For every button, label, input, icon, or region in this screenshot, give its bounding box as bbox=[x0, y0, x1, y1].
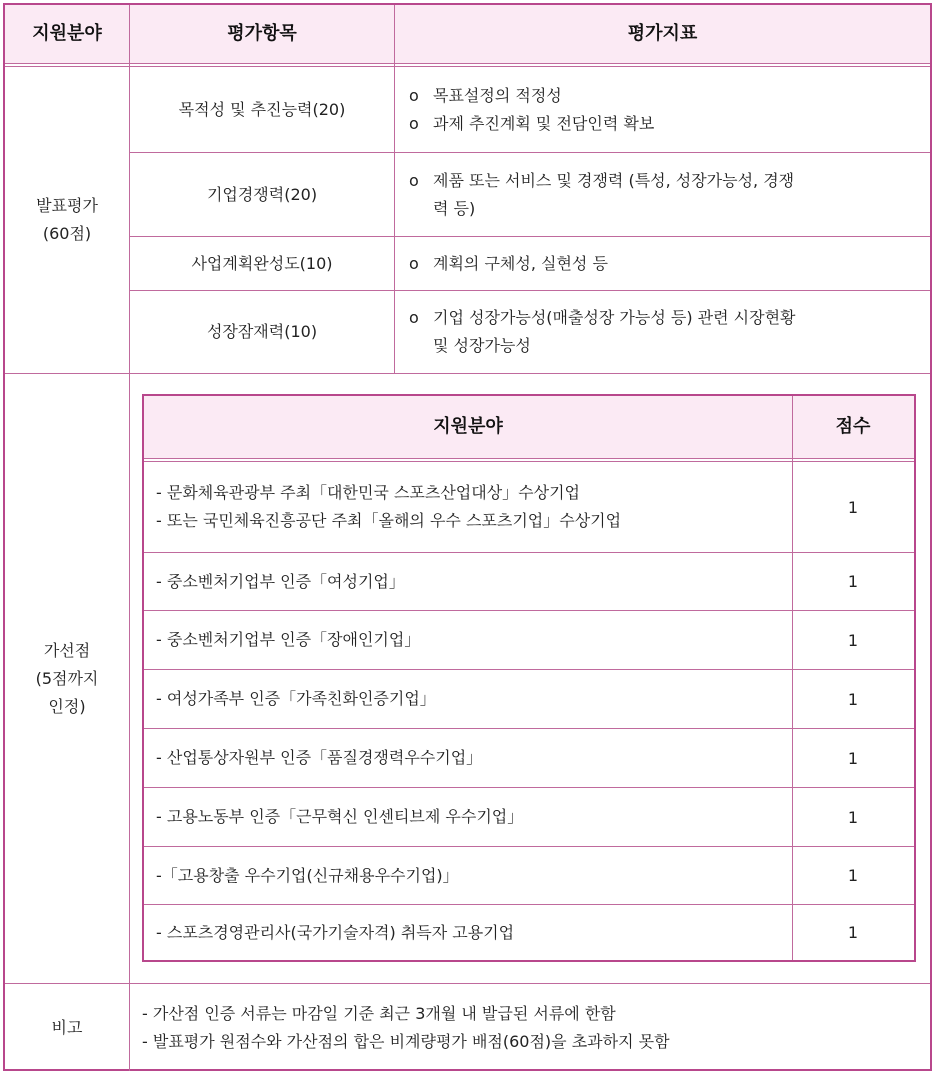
header-support-field-text: 지원분야 bbox=[32, 23, 102, 44]
indicator-text: 기업 성장가능성(매출성장 가능성 등) 관련 시장현황 bbox=[433, 308, 796, 327]
bonus-row-text: - 스포츠경영관리사(국가기술자격) 취득자 고용기업 bbox=[156, 922, 515, 942]
bonus-row-score bbox=[792, 729, 914, 787]
header-eval-indicator-text: 평가지표 bbox=[627, 23, 698, 44]
inner-header-field-text: 지원분야 bbox=[433, 416, 503, 437]
indicator-growth bbox=[395, 291, 930, 373]
eval-item-name: 사업계획완성도(10) bbox=[191, 253, 333, 273]
eval-item-name: 목적성 및 추진능력(20) bbox=[178, 99, 346, 119]
bonus-row-text: -「고용창출 우수기업(신규채용우수기업)」 bbox=[156, 865, 459, 885]
inner-header-score bbox=[792, 396, 914, 458]
bonus-row bbox=[144, 611, 792, 669]
bonus-score-value: 1 bbox=[847, 807, 859, 827]
remarks-label-text: 비고 bbox=[51, 1017, 83, 1037]
bonus-row-text: - 산업통상자원부 인증「품질경쟁력우수기업」 bbox=[156, 748, 483, 767]
presentation-label-line2: (60점) bbox=[42, 224, 92, 243]
bonus-row-text: - 중소벤처기업부 인증「여성기업」 bbox=[156, 571, 405, 591]
remarks-line: - 가산점 인증 서류는 마감일 기준 최근 3개월 내 발급된 서류에 한함 bbox=[142, 1003, 616, 1023]
bonus-row-score bbox=[792, 905, 914, 960]
bonus-score-value: 1 bbox=[847, 630, 859, 650]
bonus-inner-table bbox=[142, 394, 916, 962]
bonus-label-line2: (5점까지 bbox=[35, 668, 99, 688]
bonus-label-line1: 가선점 bbox=[43, 640, 91, 660]
bonus-row bbox=[144, 905, 792, 960]
bonus-row-score bbox=[792, 788, 914, 846]
indicator-text: 및 성장가능성 bbox=[433, 336, 531, 355]
section-divider-1 bbox=[5, 373, 930, 374]
bullet-icon: o bbox=[409, 308, 419, 327]
bonus-row-score bbox=[792, 670, 914, 728]
indicator-text: 제품 또는 서비스 및 경쟁력 (특성, 성장가능성, 경쟁 bbox=[433, 170, 795, 190]
bonus-label-line3: 인정) bbox=[48, 696, 86, 716]
bonus-score-value: 1 bbox=[847, 923, 859, 942]
bonus-row bbox=[144, 553, 792, 610]
eval-item-competitiveness bbox=[130, 153, 394, 236]
bonus-row bbox=[144, 670, 792, 728]
header-support-field bbox=[5, 5, 129, 63]
remarks-content bbox=[130, 984, 930, 1071]
bonus-label bbox=[5, 374, 129, 983]
bonus-row bbox=[144, 729, 792, 787]
indicator-completeness bbox=[395, 237, 930, 290]
bonus-score-value: 1 bbox=[847, 748, 859, 768]
bonus-row bbox=[144, 847, 792, 904]
presentation-label bbox=[5, 67, 129, 373]
bonus-row-score bbox=[792, 847, 914, 904]
bonus-score-value: 1 bbox=[847, 689, 859, 709]
header-eval-indicator bbox=[395, 5, 930, 63]
bonus-row bbox=[144, 788, 792, 846]
bonus-row bbox=[144, 462, 792, 552]
indicator-text: 목표설정의 적정성 bbox=[433, 85, 562, 105]
eval-item-purpose bbox=[130, 67, 394, 152]
bonus-score-value: 1 bbox=[847, 497, 859, 517]
header-eval-item bbox=[130, 5, 394, 63]
inner-header-score-text: 점수 bbox=[835, 416, 871, 437]
indicator-text: 력 등) bbox=[433, 198, 476, 218]
indicator-purpose bbox=[395, 67, 930, 152]
bonus-row-text: - 고용노동부 인증「근무혁신 인센티브제 우수기업」 bbox=[156, 807, 524, 826]
bullet-icon: o bbox=[409, 113, 419, 133]
indicator-text: 계획의 구체성, 실현성 등 bbox=[433, 253, 608, 273]
bonus-score-value: 1 bbox=[847, 572, 859, 591]
indicator-text: 과제 추진계획 및 전담인력 확보 bbox=[433, 113, 655, 133]
bonus-row-text: - 또는 국민체육진흥공단 주최「올해의 우수 스포츠기업」수상기업 bbox=[156, 511, 622, 530]
remarks-line: - 발표평가 원점수와 가산점의 합은 비계량평가 배점(60점)을 초과하지 못함 bbox=[142, 1031, 670, 1051]
bullet-icon: o bbox=[409, 170, 419, 190]
indicator-competitiveness bbox=[395, 153, 930, 236]
bonus-row-text: - 중소벤처기업부 인증「장애인기업」 bbox=[156, 630, 421, 649]
bonus-row-score bbox=[792, 462, 914, 552]
bonus-row-text: - 문화체육관광부 주최「대한민국 스포츠산업대상」수상기업 bbox=[156, 483, 580, 502]
bonus-row-text: - 여성가족부 인증「가족친화인증기업」 bbox=[156, 689, 436, 708]
remarks-label bbox=[5, 984, 129, 1071]
presentation-label-line1: 발표평가 bbox=[36, 196, 98, 215]
eval-item-completeness bbox=[130, 237, 394, 290]
inner-header-field bbox=[144, 396, 792, 458]
bonus-row-score bbox=[792, 611, 914, 669]
bullet-icon: o bbox=[409, 253, 419, 273]
bullet-icon: o bbox=[409, 85, 419, 105]
eval-item-name: 기업경쟁력(20) bbox=[206, 184, 318, 204]
bonus-score-value: 1 bbox=[847, 866, 859, 885]
eval-item-name: 성장잠재력(10) bbox=[206, 322, 318, 341]
eval-item-growth bbox=[130, 291, 394, 373]
header-eval-item-text: 평가항목 bbox=[227, 23, 297, 44]
bonus-row-score bbox=[792, 553, 914, 610]
